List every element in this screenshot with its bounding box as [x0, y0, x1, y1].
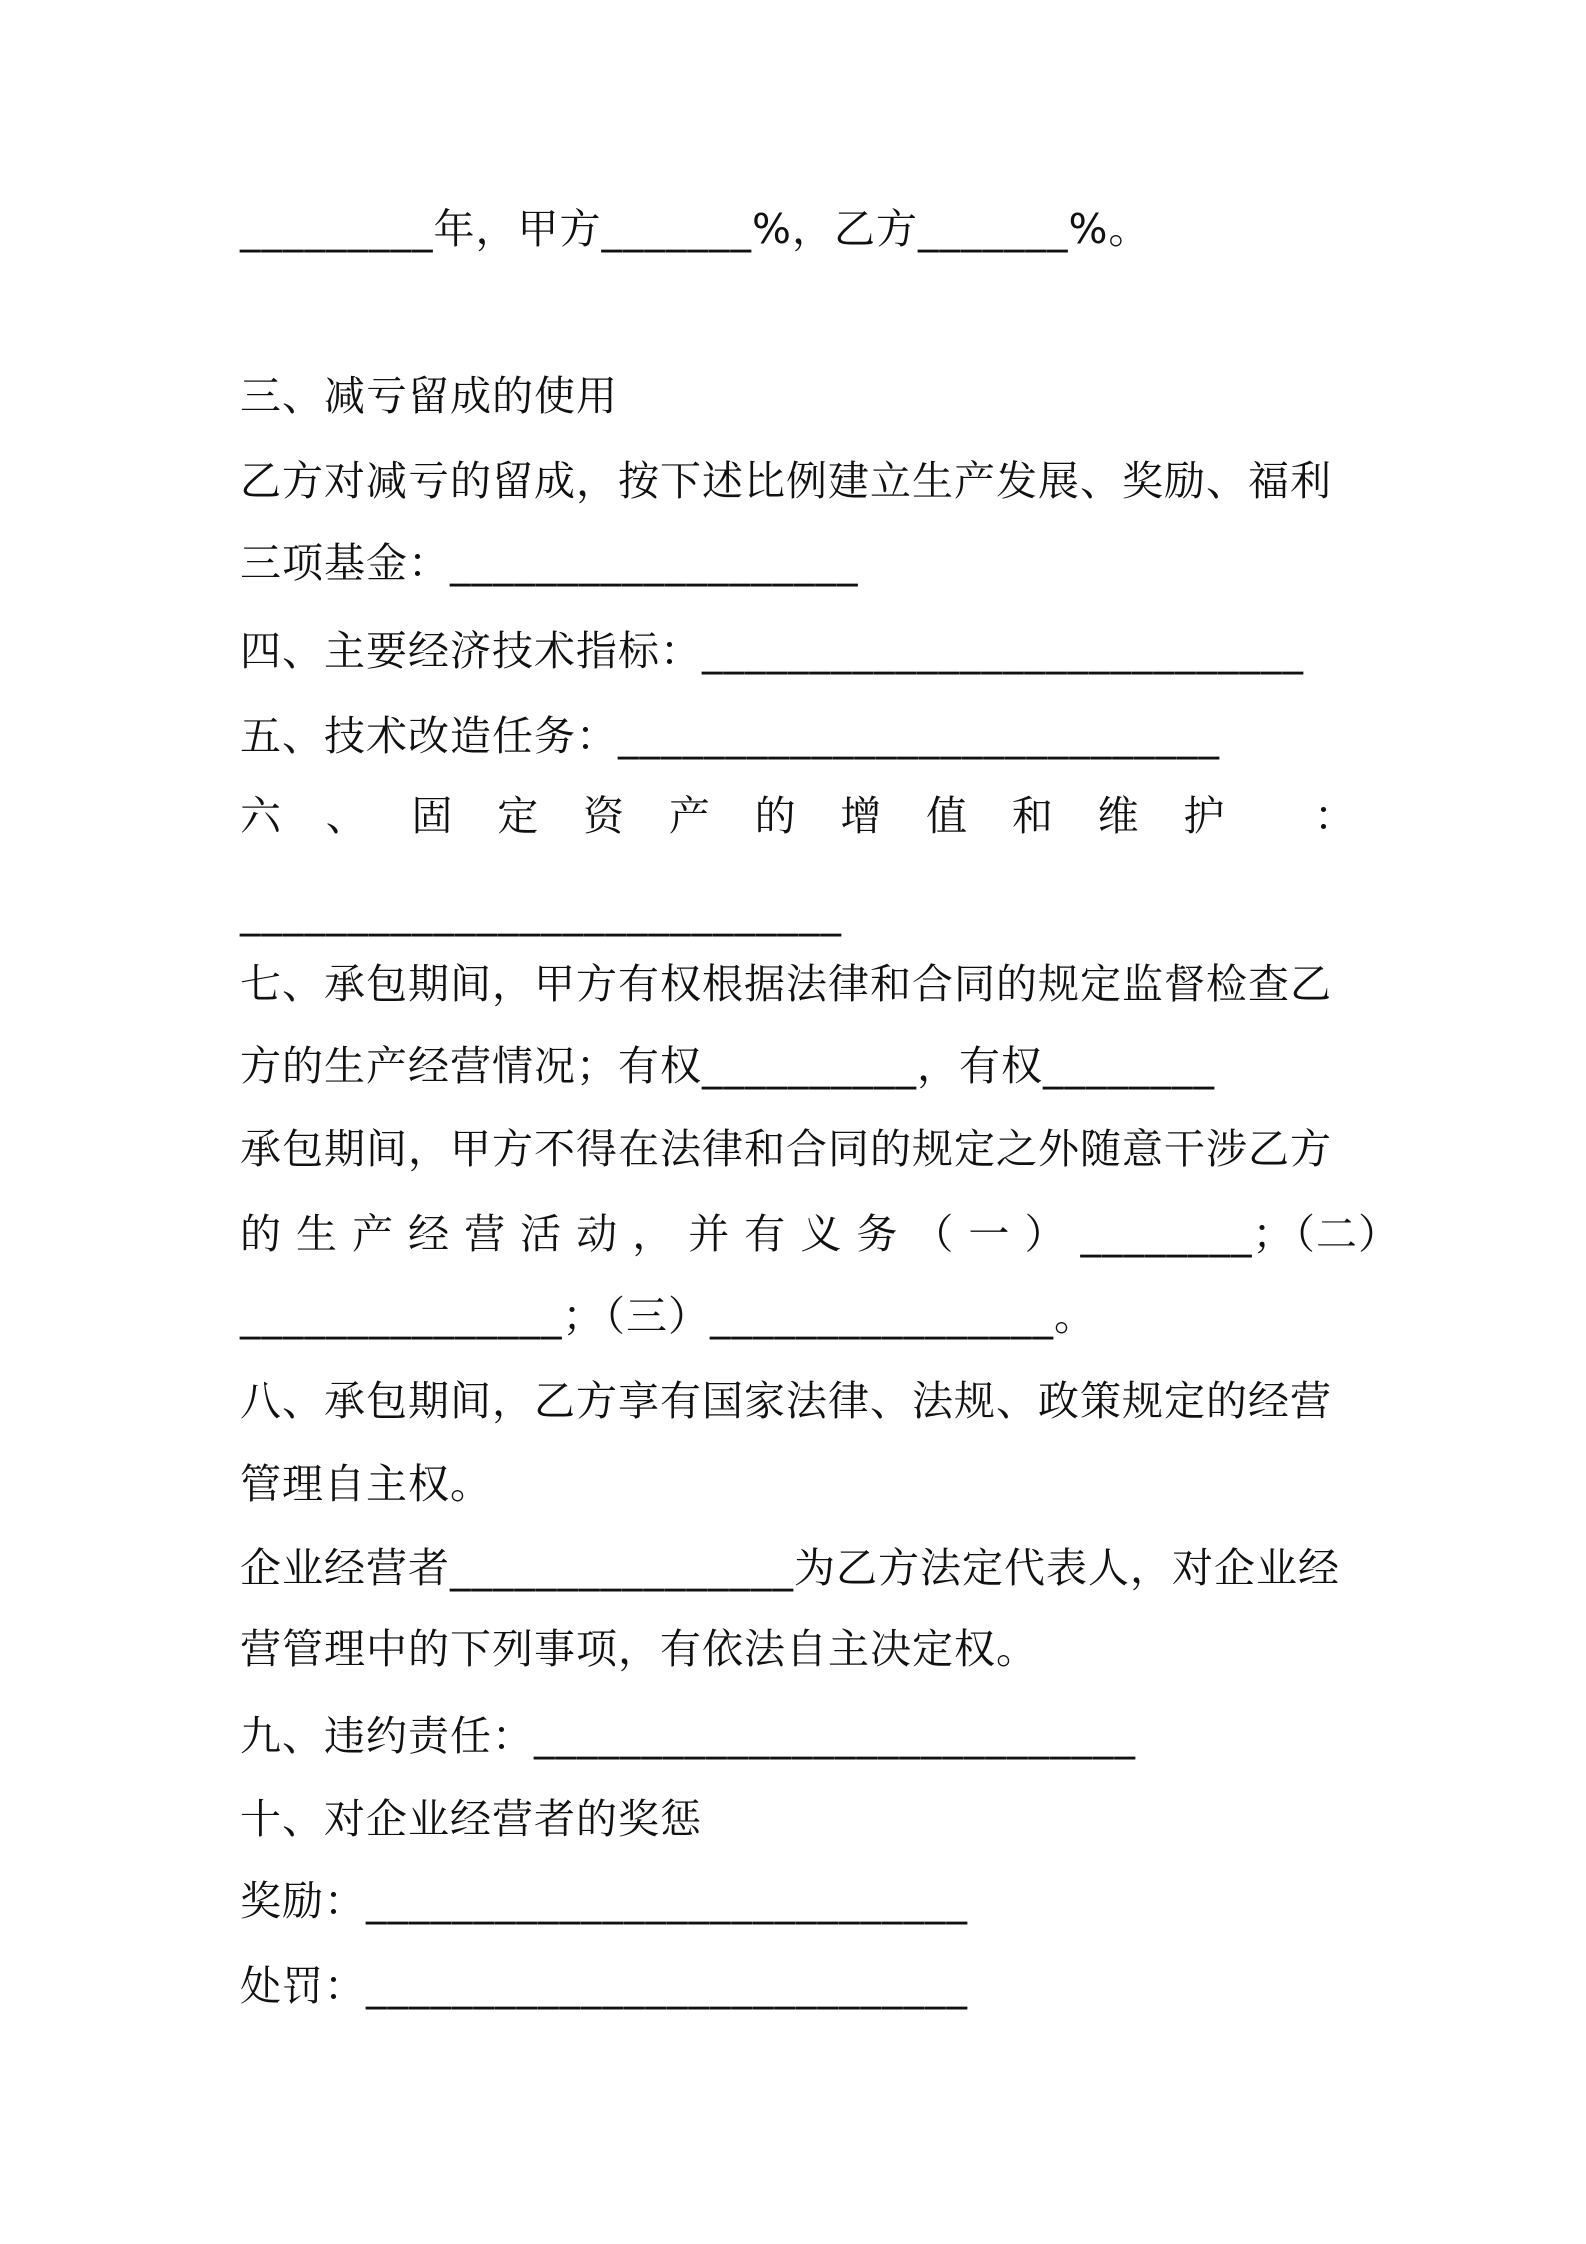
section3-body-line1: 乙方对减亏的留成，按下述比例建立生产发展、奖励、福利	[240, 457, 1332, 505]
section7-line1: 七、承包期间，甲方有权根据法律和合同的规定监督检查乙	[240, 960, 1332, 1008]
section6-heading	[240, 790, 1355, 842]
section6-blank: ____________________________	[240, 889, 842, 937]
section6-char: 的	[754, 792, 796, 840]
section7-line4: 的 生 产 经 营 活 动 ， 并 有 义 务 （ 一 ） ________；（二）	[240, 1210, 1400, 1258]
section6-char: 固	[411, 792, 453, 840]
section6-char: ：	[1313, 792, 1355, 840]
section9-line: 九、违约责任：____________________________	[240, 1712, 1136, 1760]
section3-title: 三、减亏留成的使用	[240, 372, 618, 420]
profit-split-line: _________年，甲方_______%，乙方_______%。	[240, 205, 1151, 253]
section6-char: 护	[1183, 792, 1225, 840]
section6-char: 、	[325, 792, 367, 840]
section6-char: 产	[668, 792, 710, 840]
section8-line1: 八、承包期间，乙方享有国家法律、法规、政策规定的经营	[240, 1377, 1332, 1425]
section6-char: 增	[840, 792, 882, 840]
section6-char: 维	[1097, 792, 1139, 840]
section3-body-line2: 三项基金：___________________	[240, 539, 859, 587]
section8-line3: 企业经营者________________为乙方法定代表人，对企业经	[240, 1544, 1340, 1592]
section7-line5: _______________；（三）________________。	[240, 1292, 1096, 1340]
section10-title: 十、对企业经营者的奖惩	[240, 1795, 702, 1843]
section4-line: 四、主要经济技术指标：____________________________	[240, 627, 1304, 675]
section6-char: 定	[497, 792, 539, 840]
section6-char: 六	[240, 792, 281, 840]
section5-line: 五、技术改造任务：____________________________	[240, 712, 1220, 760]
section6-char: 值	[926, 792, 968, 840]
section6-char: 和	[1011, 792, 1053, 840]
section7-line3: 承包期间，甲方不得在法律和合同的规定之外随意干涉乙方	[240, 1125, 1332, 1173]
section8-line2: 管理自主权。	[240, 1460, 492, 1508]
penalty-line: 处罚：____________________________	[240, 1962, 968, 2010]
section8-line4: 营管理中的下列事项，有依法自主决定权。	[240, 1625, 1038, 1673]
section7-line2: 方的生产经营情况；有权__________，有权________	[240, 1042, 1215, 1090]
reward-line: 奖励：____________________________	[240, 1877, 968, 1925]
section6-char: 资	[583, 792, 625, 840]
